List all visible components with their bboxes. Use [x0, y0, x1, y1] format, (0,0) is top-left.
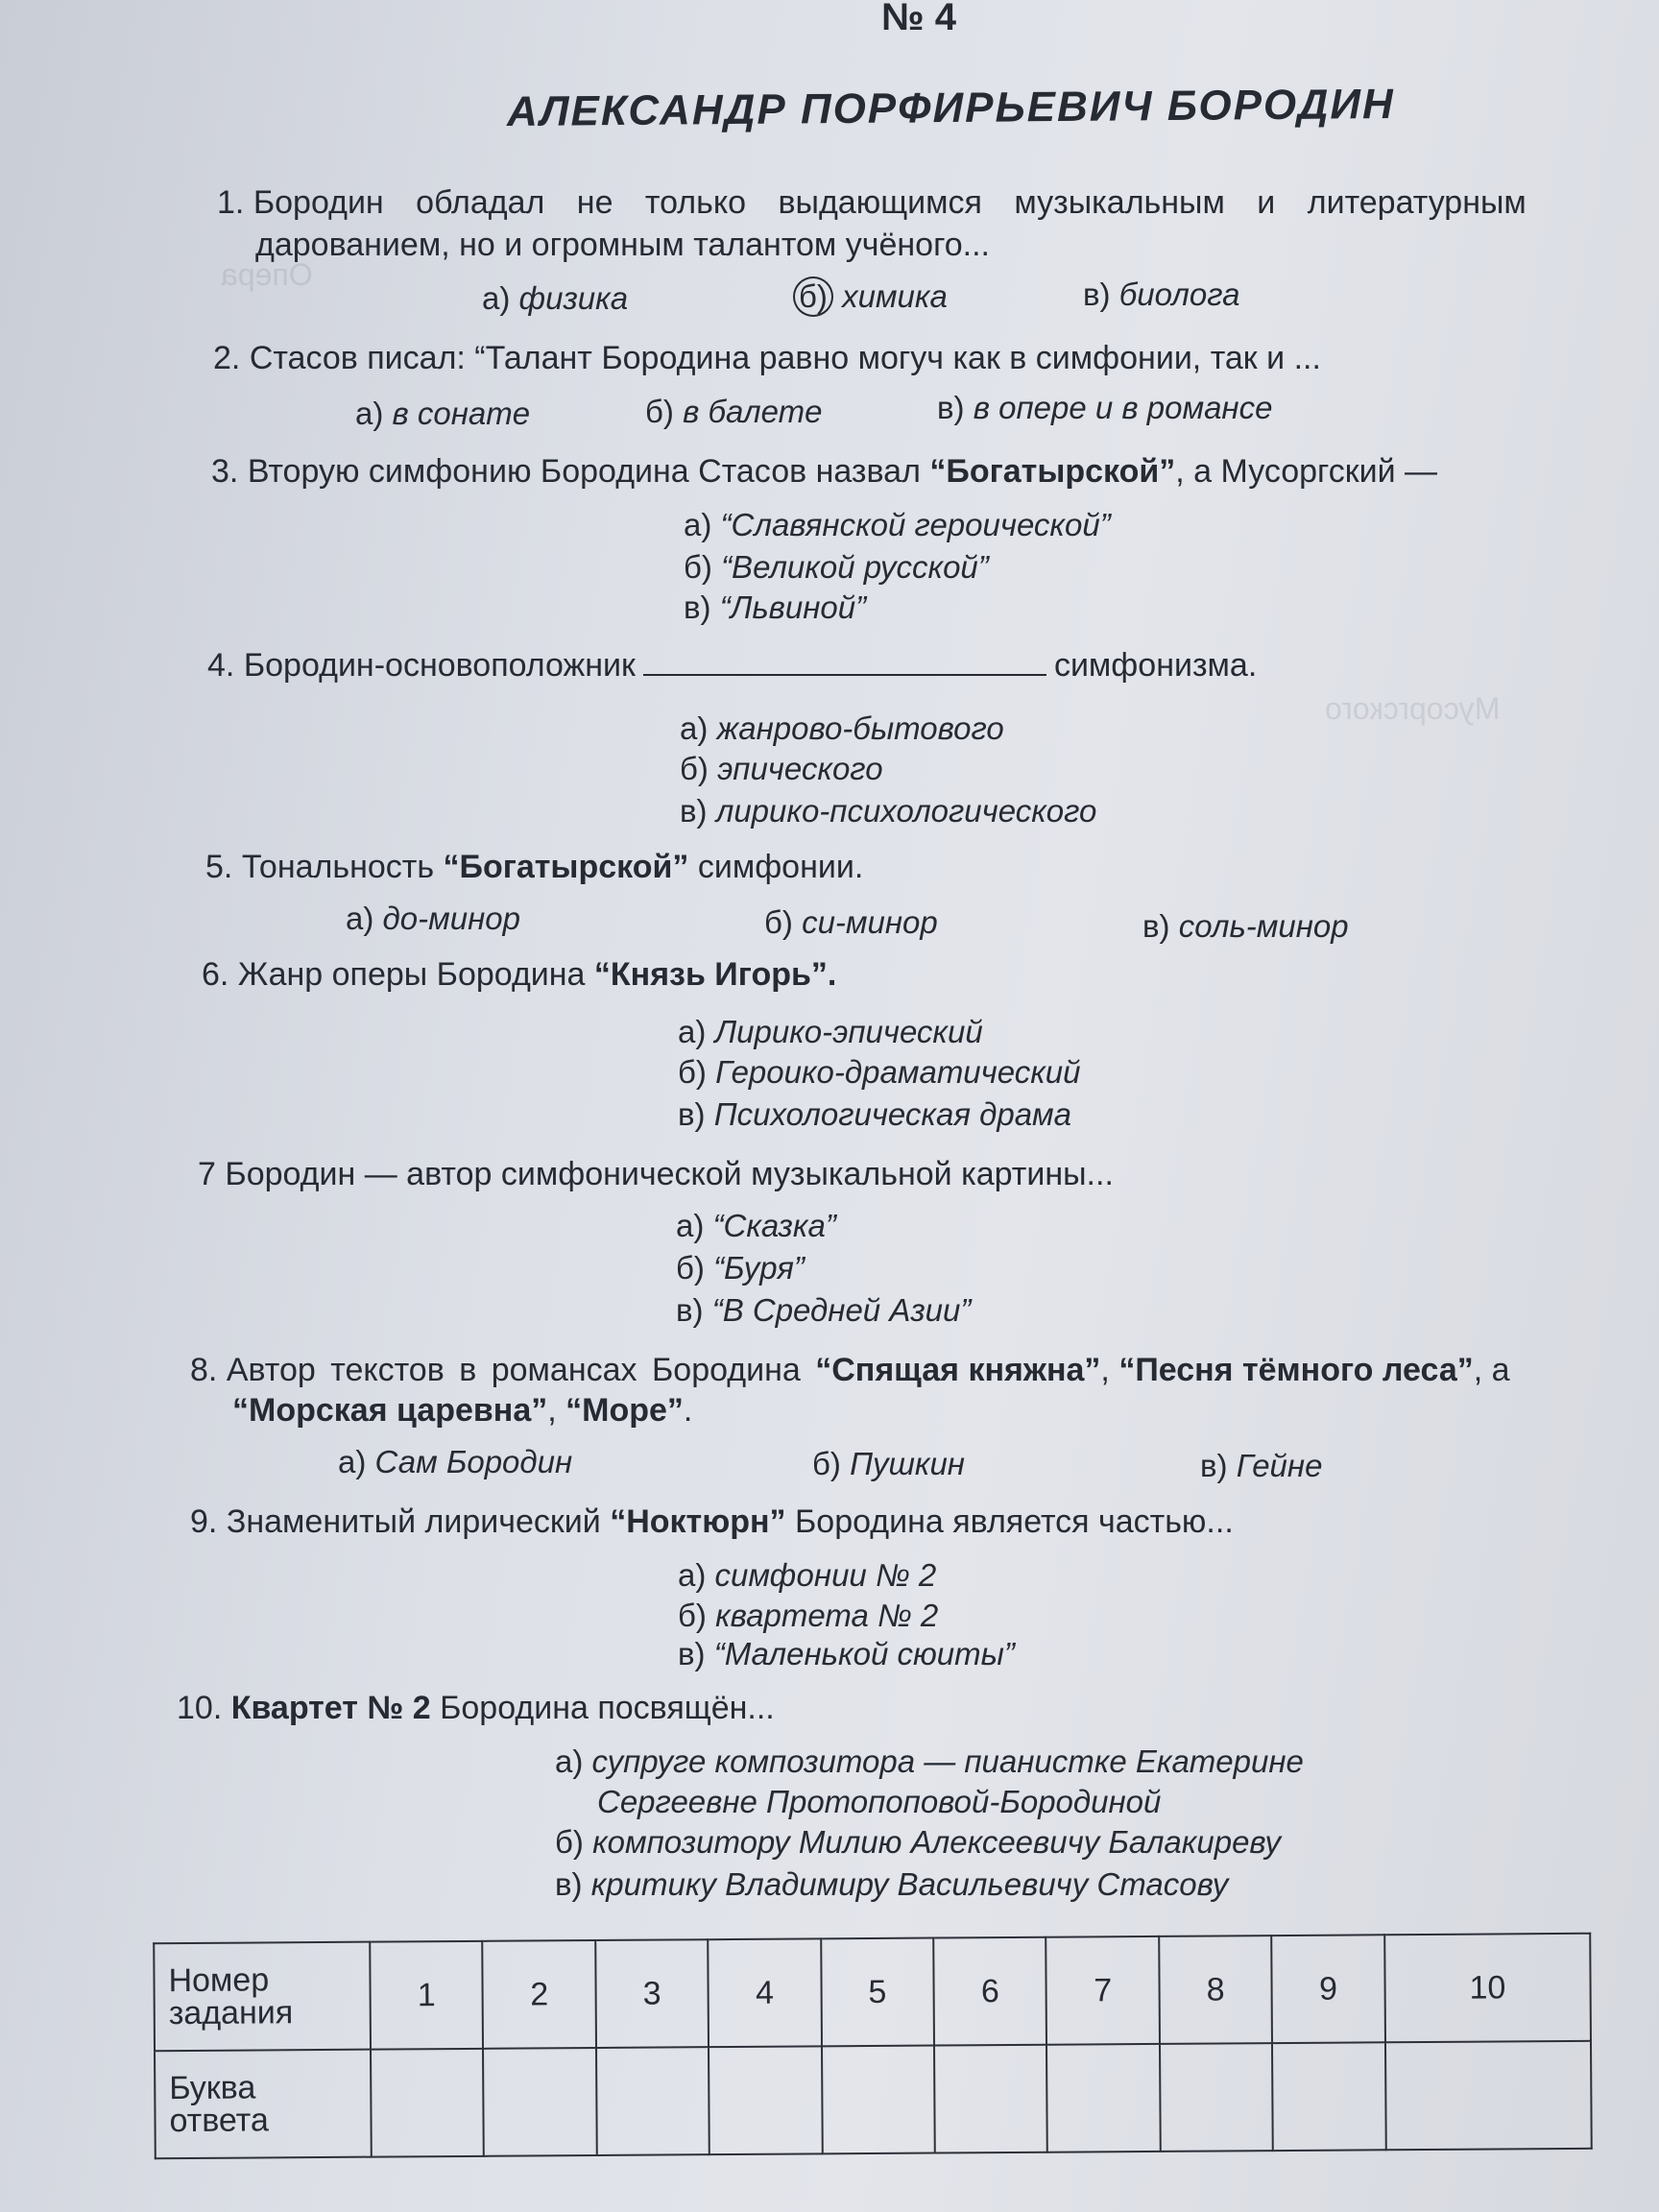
answer-cell[interactable]: [596, 2047, 709, 2155]
option-6c[interactable]: в) Психологическая драма: [678, 1096, 1072, 1132]
question-9: [190, 1503, 1234, 1541]
option-3b[interactable]: б) “Великой русской”: [684, 549, 989, 585]
question-text: Вторую симфонию Бородина Стасов назвал: [247, 453, 930, 490]
option-6b[interactable]: б) Героико-драматический: [678, 1054, 1081, 1090]
question-text: , а: [1473, 1352, 1510, 1388]
task-number-cell: 7: [1046, 1936, 1160, 2045]
question-text: ,: [1100, 1352, 1119, 1388]
option-2a[interactable]: а) в сонате: [355, 396, 531, 431]
option-5c[interactable]: в) соль-минор: [1142, 908, 1349, 944]
question-number: 10.: [177, 1690, 223, 1726]
question-8: [190, 1352, 1510, 1389]
question-text: Стасов писал: “Талант Бородина равно могуч как в симфонии, так и ...: [249, 340, 1321, 376]
option-5b[interactable]: б) си-минор: [764, 904, 938, 940]
option-2c[interactable]: в) в опере и в романсе: [937, 390, 1273, 425]
question-number: 3.: [211, 453, 239, 490]
question-1-line-2: дарованием, но и огромным талантом учёного...: [255, 227, 990, 263]
answer-cell[interactable]: [934, 2045, 1047, 2153]
task-number-cell: 8: [1159, 1936, 1272, 2044]
option-10a[interactable]: а) супруге композитора — пианистке Екатерине: [555, 1743, 1304, 1779]
question-4: [207, 647, 1257, 685]
question-bold-text: “Князь Игорь”.: [593, 956, 837, 993]
header-text: Буква: [169, 2069, 256, 2107]
question-text: Автор текстов в романсах Бородина: [226, 1352, 816, 1388]
question-bold-text: “Песня тёмного леса”: [1118, 1352, 1474, 1388]
question-1: [217, 184, 1527, 222]
option-1b[interactable]: б) химика: [799, 276, 948, 317]
option-10b[interactable]: б) композитору Милию Алексеевичу Балакиреву: [555, 1824, 1282, 1860]
answer-blank[interactable]: [643, 647, 1046, 676]
question-6: [202, 956, 836, 994]
option-8b[interactable]: б) Пушкин: [812, 1446, 965, 1481]
question-text: симфонизма.: [1053, 647, 1258, 684]
question-text: симфонии.: [688, 849, 864, 885]
question-text: Знаменитый лирический: [226, 1503, 611, 1540]
answer-cell[interactable]: [371, 2049, 484, 2157]
show-through-text: Мусоргского: [1325, 691, 1501, 726]
option-7c[interactable]: в) “В Средней Азии”: [676, 1292, 972, 1328]
task-number-cell: 9: [1271, 1935, 1384, 2043]
answer-letter-header: [155, 2050, 372, 2159]
option-4a[interactable]: а) жанрово-бытового: [680, 710, 1004, 746]
answer-cell[interactable]: [1160, 2043, 1273, 2152]
task-number-cell: 5: [821, 1938, 934, 2047]
option-3c[interactable]: в) “Львиной”: [684, 589, 867, 625]
question-bold-text: “Морская царевна”: [232, 1392, 548, 1429]
question-number: 1.: [217, 184, 245, 221]
answer-cell[interactable]: [1046, 2044, 1160, 2152]
option-8c[interactable]: в) Гейне: [1200, 1448, 1323, 1483]
option-9a[interactable]: а) симфонии № 2: [678, 1557, 937, 1593]
question-text: Бородин — автор симфонической музыкальной картины...: [225, 1156, 1114, 1192]
question-text: Бородина посвящён...: [430, 1690, 775, 1726]
question-5: [205, 849, 863, 886]
question-10: [177, 1690, 775, 1727]
option-9c[interactable]: в) “Маленькой сюиты”: [678, 1636, 1015, 1671]
question-number: 7: [198, 1156, 216, 1192]
option-5a[interactable]: а) до-минор: [346, 901, 520, 936]
answer-cell[interactable]: [1272, 2042, 1385, 2151]
question-text: , а Мусоргский —: [1175, 453, 1438, 490]
question-text: Бородина является частью...: [785, 1503, 1234, 1540]
question-number: 5.: [205, 849, 233, 885]
task-number-cell: 6: [933, 1937, 1046, 2046]
question-bold-text: “Море”: [565, 1392, 684, 1429]
question-text: Бородин-основоположник: [243, 647, 636, 684]
option-2b[interactable]: б) в балете: [645, 394, 823, 429]
question-number: 2.: [213, 340, 241, 376]
task-number-cell: 10: [1384, 1934, 1591, 2042]
question-number: 4.: [207, 647, 235, 684]
question-text: Тональность: [241, 849, 444, 885]
question-number: 8.: [190, 1352, 218, 1388]
option-8a[interactable]: а) Сам Бородин: [338, 1444, 573, 1479]
answer-circle: б): [793, 276, 833, 317]
task-number-cell: 4: [708, 1938, 821, 2047]
question-bold-text: “Богатырской”: [443, 849, 689, 885]
task-number-cell: 3: [595, 1939, 709, 2048]
question-bold-text: “Спящая княжна”: [815, 1352, 1101, 1388]
question-3: [211, 453, 1437, 491]
question-bold-text: Квартет № 2: [230, 1690, 431, 1726]
answer-cell[interactable]: [1385, 2041, 1592, 2150]
answer-cell[interactable]: [709, 2046, 822, 2154]
question-text: Жанр оперы Бородина: [237, 956, 594, 993]
option-10a-line-2: Сергеевне Протопоповой-Бородиной: [597, 1784, 1162, 1819]
question-text: ,: [547, 1392, 566, 1429]
option-1c[interactable]: в) биолога: [1083, 276, 1240, 312]
question-text: Бородин обладал не только выдающимся музыкальным и литературным: [252, 184, 1527, 221]
page-title: АЛЕКСАНДР ПОРФИРЬЕВИЧ БОРОДИН: [506, 80, 1395, 136]
show-through-text: Опера: [221, 257, 313, 292]
option-1a[interactable]: а) физика: [482, 280, 629, 316]
option-4b[interactable]: б) эпического: [680, 751, 883, 786]
answer-letter-row: [155, 2041, 1592, 2158]
option-6a[interactable]: а) Лирико-эпический: [678, 1014, 983, 1049]
question-bold-text: “Богатырской”: [929, 453, 1176, 490]
option-7a[interactable]: а) “Сказка”: [676, 1208, 836, 1243]
worksheet-number: № 4: [881, 0, 956, 38]
question-text: .: [683, 1392, 693, 1429]
option-4c[interactable]: в) лирико-психологического: [680, 793, 1097, 829]
option-3a[interactable]: а) “Славянской героической”: [684, 507, 1111, 542]
answer-cell[interactable]: [822, 2046, 935, 2154]
question-number: 9.: [190, 1503, 218, 1540]
header-text: Номер: [168, 1961, 270, 2000]
question-2: [213, 340, 1321, 377]
task-number-cell: 1: [370, 1941, 483, 2050]
header-text: ответа: [169, 2102, 269, 2140]
option-10c[interactable]: в) критику Владимиру Васильевичу Стасову: [555, 1866, 1229, 1902]
task-number-header: [154, 1942, 371, 2052]
option-9b[interactable]: б) квартета № 2: [678, 1598, 939, 1633]
task-number-cell: 2: [483, 1940, 596, 2049]
answer-cell[interactable]: [483, 2048, 596, 2156]
task-number-row: [154, 1934, 1591, 2051]
answer-table: [153, 1933, 1593, 2159]
question-bold-text: “Ноктюрн”: [610, 1503, 786, 1540]
question-8-line-2: [232, 1392, 692, 1430]
option-7b[interactable]: б) “Буря”: [676, 1250, 805, 1286]
question-7: [198, 1156, 1114, 1193]
header-text: задания: [168, 1994, 294, 2032]
question-number: 6.: [202, 956, 229, 993]
